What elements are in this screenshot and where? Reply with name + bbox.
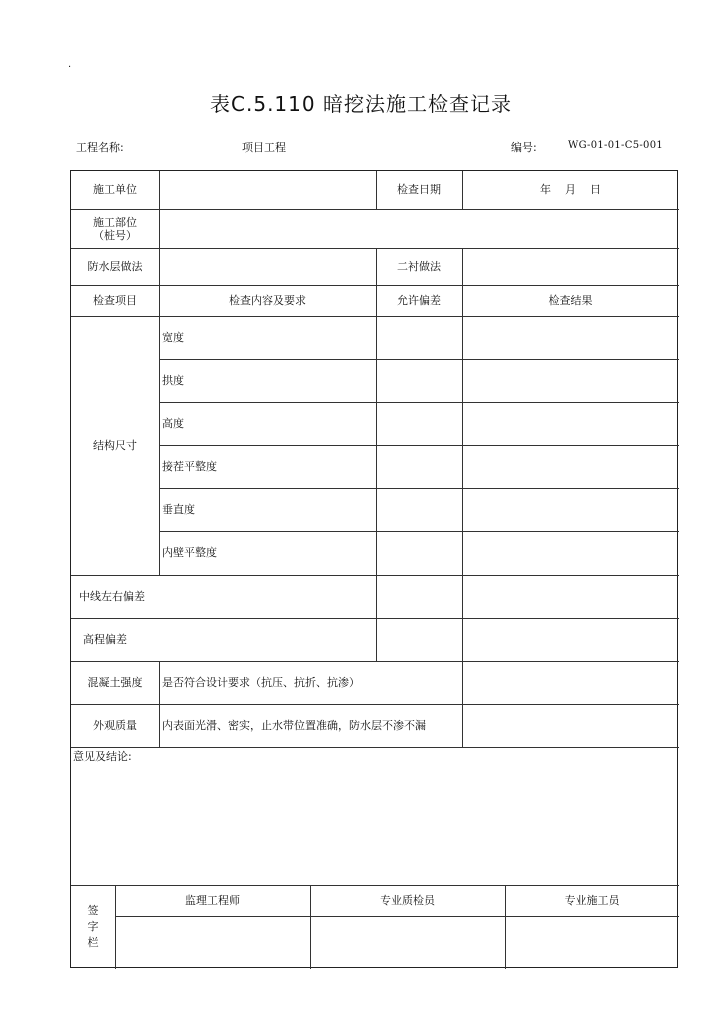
signature-char-2: 字 <box>87 920 99 933</box>
check-date-label: 检查日期 <box>397 183 441 196</box>
signature-char-1: 签 <box>87 904 99 917</box>
record-number-label: 编号: <box>511 141 537 154</box>
header-check-content: 检查内容及要求 <box>229 293 306 307</box>
check-date-field[interactable]: 年 月 日 <box>540 183 601 196</box>
concrete-strength-requirement: 是否符合设计要求（抗压、抗折、抗渗） <box>162 675 360 689</box>
structure-item-width: 宽度 <box>162 330 184 344</box>
supervisor-signature-field[interactable] <box>116 917 310 969</box>
appearance-quality-requirement: 内表面光滑、密实，止水带位置准确，防水层不渗不漏 <box>162 718 426 732</box>
structure-item-joint-flatness: 接茬平整度 <box>162 459 217 473</box>
supervisor-engineer-label: 监理工程师 <box>185 893 240 907</box>
structure-item-arch: 拱度 <box>162 373 184 387</box>
secondary-lining-field[interactable] <box>463 248 679 285</box>
waterproof-method-field[interactable] <box>160 248 376 285</box>
signature-column-label <box>71 885 115 969</box>
quality-inspector-label: 专业质检员 <box>380 893 435 907</box>
waterproof-method-label: 防水层做法 <box>87 259 143 273</box>
project-name-label: 工程名称: <box>76 141 124 154</box>
structure-dimension-label: 结构尺寸 <box>93 438 137 452</box>
construction-part-label <box>71 209 159 248</box>
record-number-value: WG-01-01-C5-001 <box>568 140 664 151</box>
construction-worker-label: 专业施工员 <box>564 893 620 907</box>
elevation-deviation-label: 高程偏差 <box>83 632 127 646</box>
project-name-value: 项目工程 <box>242 141 286 154</box>
structure-item-inner-wall-flatness: 内壁平整度 <box>162 546 217 559</box>
centerline-deviation-label: 中线左右偏差 <box>79 589 145 603</box>
corner-dot: · <box>68 62 72 73</box>
header-check-result: 检查结果 <box>548 293 593 307</box>
inspection-form-table <box>70 170 678 968</box>
concrete-strength-label: 混凝土强度 <box>87 675 143 689</box>
header-check-item: 检查项目 <box>93 293 137 307</box>
header-tolerance: 允许偏差 <box>397 293 441 307</box>
secondary-lining-label: 二衬做法 <box>397 259 441 273</box>
construction-unit-label: 施工单位 <box>93 183 137 196</box>
construction-worker-signature-field[interactable] <box>506 917 679 969</box>
construction-unit-field[interactable] <box>160 171 376 209</box>
signature-char-3: 栏 <box>87 936 99 949</box>
opinion-conclusion-label: 意见及结论: <box>73 750 132 763</box>
structure-item-verticality: 垂直度 <box>162 502 195 516</box>
appearance-quality-label: 外观质量 <box>93 718 137 732</box>
construction-part-label-line1: 施工部位 <box>93 215 137 229</box>
construction-part-field[interactable] <box>160 209 679 248</box>
quality-inspector-signature-field[interactable] <box>311 917 505 969</box>
page-title: 表C.5.110 暗挖法施工检查记录 <box>210 92 512 116</box>
construction-part-label-line2: （桩号） <box>93 228 137 242</box>
structure-item-height: 高度 <box>162 416 184 430</box>
